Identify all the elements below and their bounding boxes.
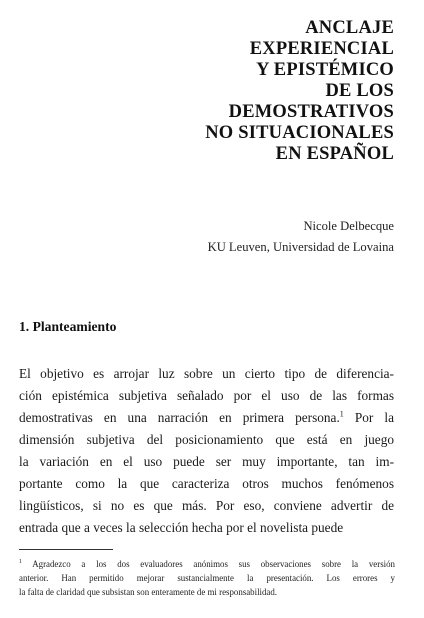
body-line-tail: Por la	[343, 410, 395, 425]
title-line: NO SITUACIONALES	[205, 123, 394, 143]
author-affiliation: KU Leuven, Universidad de Lovaina	[207, 240, 394, 254]
section-heading: 1. Planteamiento	[19, 319, 117, 334]
body-paragraph	[19, 363, 394, 539]
title-line: EXPERIENCIAL	[249, 39, 394, 59]
title-line: DE LOS	[325, 81, 394, 101]
article-title	[94, 18, 394, 165]
footnote-line: la falta de claridad que subsistan son enteramente de mi responsabilidad.	[19, 587, 278, 597]
body-line: El objetivo es arrojar luz sobre un cierto tipo de diferencia-	[19, 366, 394, 381]
footnote-marker: 1	[19, 559, 22, 566]
body-line-text: demostrativas en una narración en primera persona.	[19, 410, 340, 425]
title-line: ANCLAJE	[305, 18, 394, 38]
author-name: Nicole Delbecque	[303, 219, 394, 233]
title-line: Y EPISTÉMICO	[256, 60, 394, 80]
body-line: dimensión subjetiva del posicionamiento que está en juego	[19, 432, 394, 447]
footnote-separator	[19, 549, 113, 550]
body-line: la variación en el uso puede ser muy importante, tan im-	[19, 454, 394, 469]
footnote-line	[19, 557, 395, 571]
footnote-reference[interactable]: 1	[339, 409, 344, 419]
body-line: ción epistémica subjetiva señalado por el uso de las formas	[19, 388, 394, 403]
footnote	[19, 557, 395, 599]
body-line-with-footnote	[19, 407, 394, 429]
footnote-line: anterior. Han permitido mejorar sustancialmente la presentación. Los errores y	[19, 573, 395, 583]
body-line: portante como la que caracteriza otros muchos fenómenos	[19, 476, 394, 491]
body-line: entrada que a veces la selección hecha por el novelista puede	[19, 520, 344, 535]
footnote-text: Agradezco a los dos evaluadores anónimos sus observaciones sobre la versión	[22, 559, 395, 569]
body-line: lingüísticos, si no es que más. Por eso, conviene advertir de	[19, 498, 394, 513]
title-line: EN ESPAÑOL	[275, 144, 394, 164]
title-line: DEMOSTRATIVOS	[228, 102, 394, 122]
author-block	[94, 216, 394, 258]
